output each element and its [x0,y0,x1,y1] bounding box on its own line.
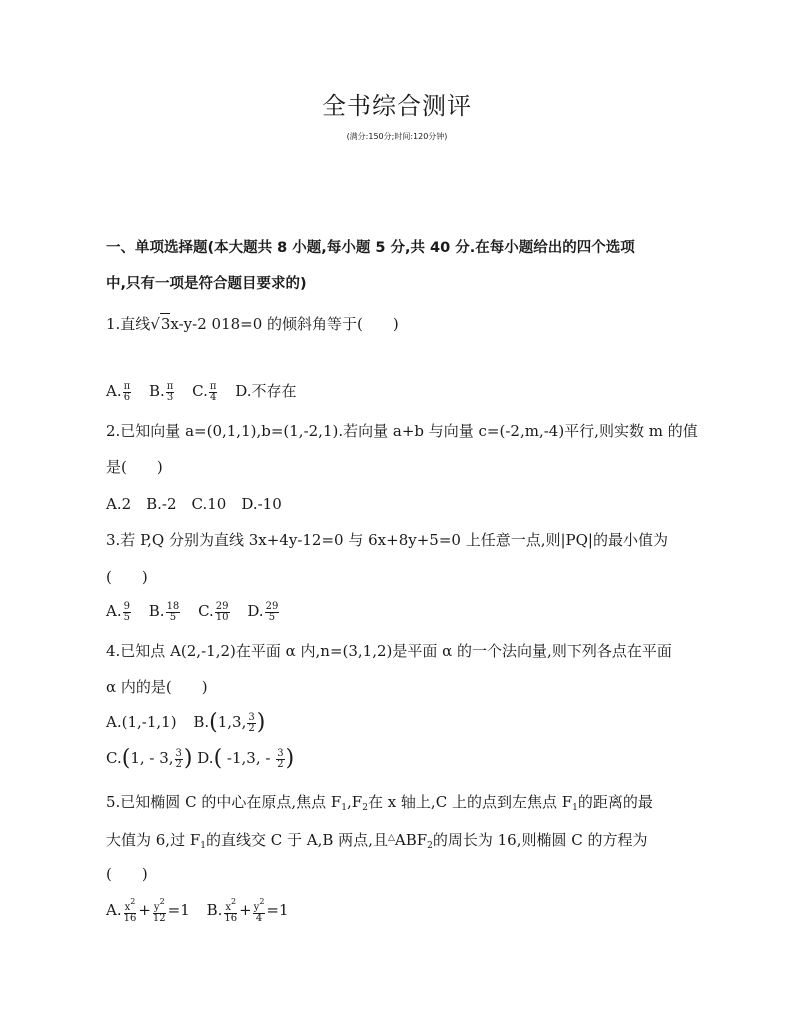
q5-option-a: A. $\frac{x^2}{16}$ + $\frac{y^2}{12}$ =1 [106,897,190,924]
question-4-options-ab [106,712,265,734]
question-3-options [106,601,280,623]
page-title: 全书综合测评 [322,92,472,120]
q4-option-c: C.(1, - 3, $\frac{3}{2}$ ) [106,746,193,771]
q1-rest: x-y-2 018=0 的倾斜角等于( ) [170,315,399,333]
q1-prefix: 1.直线 [106,315,151,333]
question-2-line1: 2.已知向量 a=(0,1,1),b=(1,-2,1).若向量 a+b 与向量 c=(-2,m,-4)平行,则实数 m 的值 [106,422,698,440]
q1-option-a: A. $\frac{\pi}{6}$ [106,380,131,403]
question-5-options [106,897,289,924]
q3-option-a: A. $\frac{9}{5}$ [106,600,130,623]
q4-option-d: D.( -1,3, - $\frac{3}{2}$ ) [197,746,295,771]
question-1-options [106,381,296,403]
section-heading-line1: 一、单项选择题(本大题共 8 小题,每小题 5 分,共 40 分.在每小题给出的四个选项 [106,240,635,256]
q3-option-b: B. $\frac{18}{5}$ [148,600,180,623]
q1-option-c: C. $\frac{\pi}{4}$ [192,380,217,403]
q5-option-b: B. $\frac{x^2}{16}$ + $\frac{y^2}{4}$ =1 [206,897,289,924]
sqrt-expression [150,313,170,334]
question-5-line2: 大值为 6,过 $F_1$的直线交 C 于 A,B 两点,且$^\triangle ABF_2$的周长为 16,则椭圆 C 的方程为 [106,831,648,851]
triangle-symbol: △ [387,833,395,843]
question-4-line2: α 内的是( ) [106,678,208,696]
q1-option-b: B. $\frac{\pi}{3}$ [148,380,174,403]
section-heading-line2: 中,只有一项是符合题目要求的) [106,276,307,292]
question-1-stem [106,313,399,334]
question-2-line2: 是( ) [106,458,163,476]
question-4-options-cd [106,748,294,770]
q1-option-d: D.不存在 [235,382,297,400]
question-2-options: A.2 B.-2 C.10 D.-10 [106,495,282,513]
sqrt-sign: √ [150,315,160,333]
question-5-line3: ( ) [106,865,148,883]
q3-option-c: C. $\frac{29}{10}$ [198,600,229,623]
sqrt-radicand: 3 [160,315,171,333]
q4-option-a: A.(1,-1,1) [106,713,177,731]
question-4-line1: 4.已知点 A(2,-1,2)在平面 α 内,n=(3,1,2)是平面 α 的一个法向量,则下列各点在平面 [106,642,672,660]
question-5-line1: 5.已知椭圆 C 的中心在原点,焦点 $F_1,F_2$在 x 轴上,C 上的点到左焦点 $F_1$的距离的最 [106,793,653,813]
question-3-line2: ( ) [106,568,148,586]
q3-option-d: D. $\frac{29}{5}$ [247,600,279,623]
q4-option-b: B.(1,3, $\frac{3}{2}$ ) [193,710,266,735]
question-3-line1: 3.若 P,Q 分别为直线 3x+4y-12=0 与 6x+8y+5=0 上任意一点,则|PQ|的最小值为 [106,531,668,549]
page-subtitle: (满分:150分;时间:120分钟) [346,132,448,141]
